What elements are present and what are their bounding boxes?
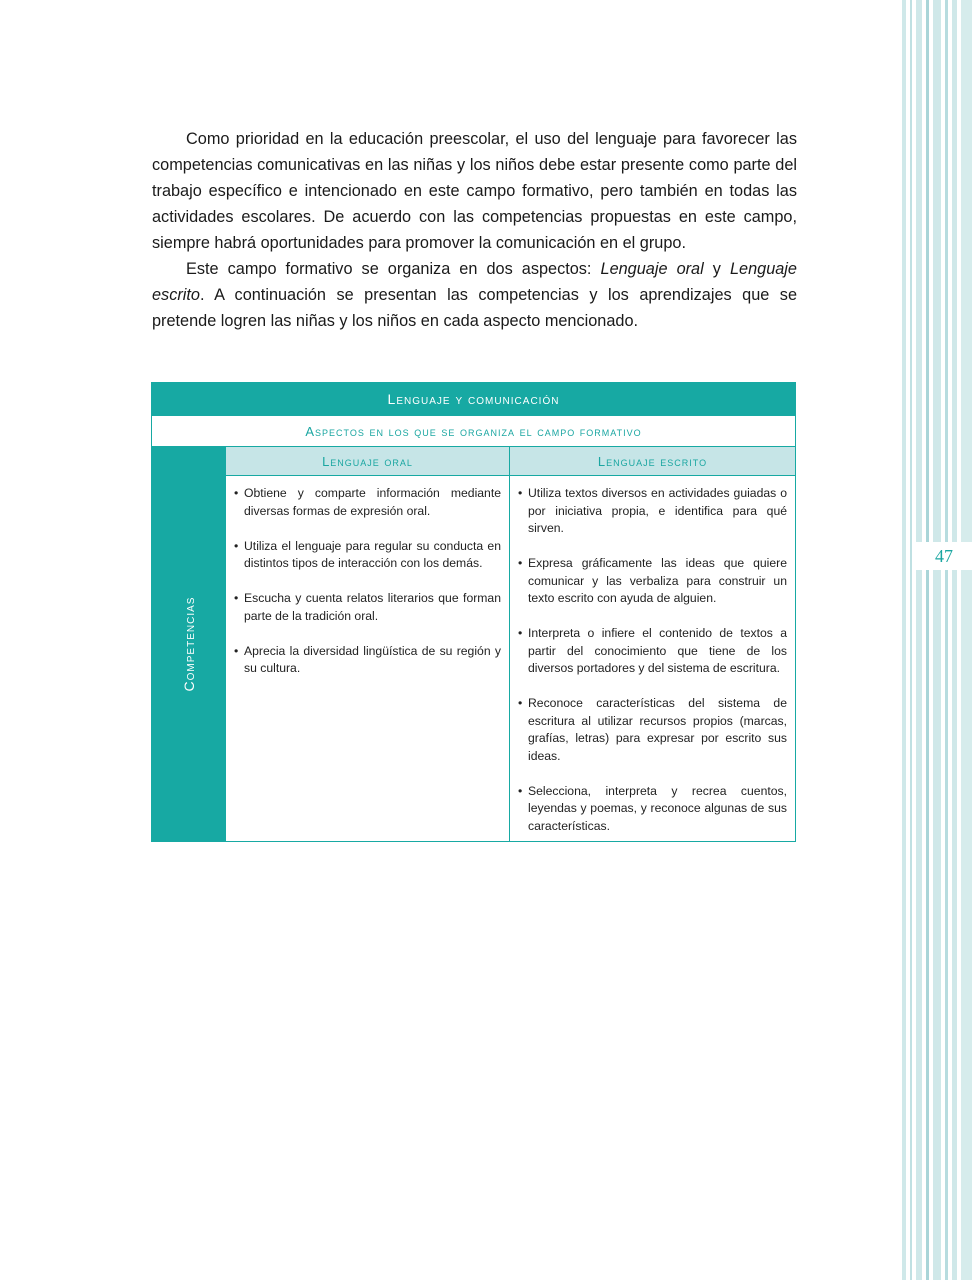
- competencies-table: [151, 382, 795, 842]
- list-item: • Selecciona, interpreta y recrea cuentos, leyendas y poemas, y reconoce algunas de sus características.: [518, 783, 787, 836]
- written-competencies-cell: [510, 476, 796, 842]
- page-number: 47: [916, 542, 972, 570]
- list-item: • Expresa gráficamente las ideas que quiere comunicar y las verbaliza para construir un texto escrito con ayuda de alguien.: [518, 555, 787, 608]
- column-header-escrito: Lenguaje escrito: [510, 447, 796, 476]
- oral-competencies-list: [226, 476, 509, 701]
- body-text: [152, 126, 797, 334]
- term-lenguaje-oral: Lenguaje oral: [600, 260, 704, 278]
- table-title: Lenguaje y comunicación: [152, 383, 796, 416]
- term-lenguaje-escrito: Lenguaje escrito: [152, 260, 797, 304]
- row-label: Competencias: [180, 596, 197, 692]
- list-item: • Utiliza el lenguaje para regular su conducta en distintos tipos de interacción con los demás.: [234, 538, 501, 573]
- table-subtitle: Aspectos en los que se organiza el campo formativo: [152, 416, 796, 447]
- paragraph-2: Este campo formativo se organiza en dos aspectos: Lenguaje oral y Lenguaje escrito. A continuación se presentan las competencias y los aprendizajes que se pretende logren las niñas y los niños en cada aspecto mencionado.: [152, 260, 797, 330]
- list-item: • Utiliza textos diversos en actividades guiadas o por iniciativa propia, e identifica para qué sirven.: [518, 485, 787, 538]
- list-item: • Escucha y cuenta relatos literarios que forman parte de la tradición oral.: [234, 590, 501, 625]
- row-label-cell: [152, 447, 226, 842]
- decorative-stripes: [902, 0, 972, 1280]
- list-item: • Interpreta o infiere el contenido de textos a partir del conocimiento que tiene de los diversos portadores y del sistema de escritura.: [518, 625, 787, 678]
- written-competencies-list: [510, 476, 795, 841]
- list-item: • Obtiene y comparte información mediante diversas formas de expresión oral.: [234, 485, 501, 520]
- paragraph-1: Como prioridad en la educación preescolar, el uso del lenguaje para favorecer las competencias comunicativas en las niñas y los niños debe estar presente como parte del trabajo específico e intencionado en este campo formativo, pero también en todas las actividades escolares. De acuerdo con las competencias propuestas en este campo, siempre habrá oportunidades para promover la comunicación en el grupo.: [152, 130, 797, 252]
- oral-competencies-cell: [226, 476, 510, 842]
- list-item: • Aprecia la diversidad lingüística de su región y su cultura.: [234, 643, 501, 678]
- column-header-oral: Lenguaje oral: [226, 447, 510, 476]
- list-item: • Reconoce características del sistema de escritura al utilizar recursos propios (marcas, grafías, letras) para expresar por escrito sus ideas.: [518, 695, 787, 765]
